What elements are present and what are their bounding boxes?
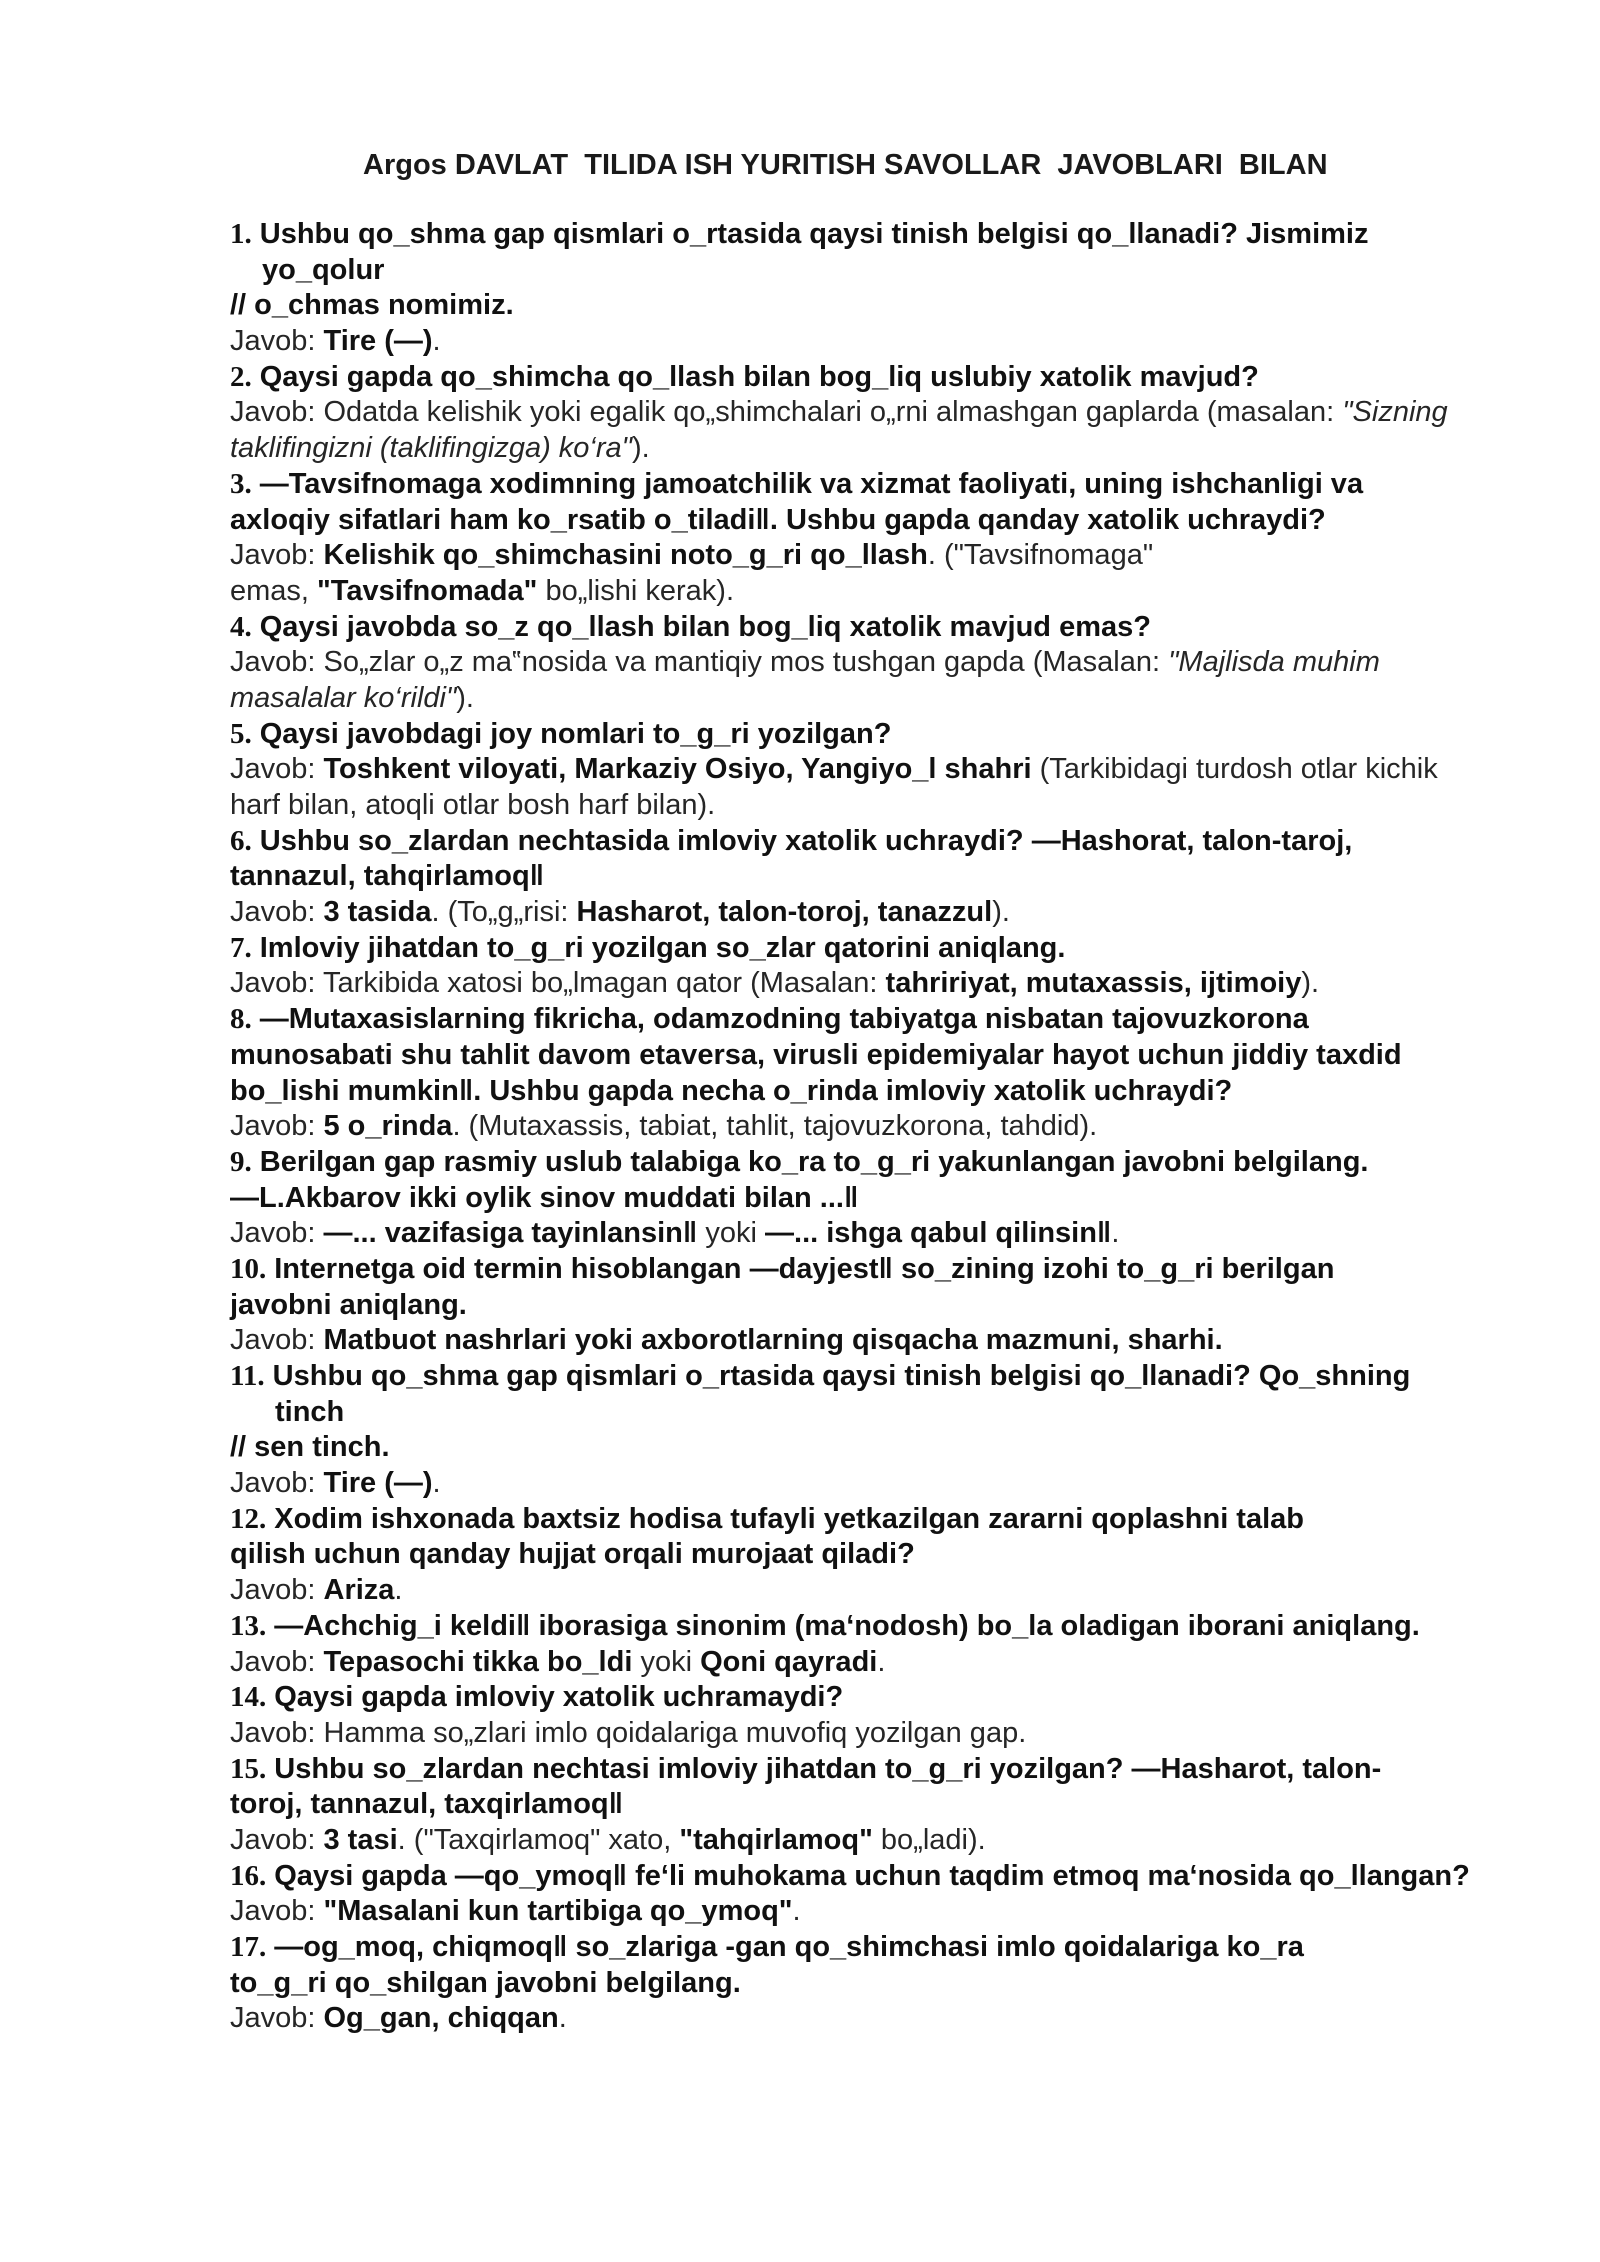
answer-plain-text: Javob: (230, 753, 324, 786)
answer-bold-text: —... vazifasiga tayinlansin‖ (323, 1217, 698, 1250)
answer-line (230, 395, 1560, 431)
answer-plain-text: Javob: (230, 1574, 324, 1607)
question-line (230, 1966, 1560, 2002)
question-bold-text: Ushbu so_zlardan nechtasida imloviy xatolik uchraydi? —Hashorat, talon-taroj, (259, 824, 1353, 857)
answer-line (230, 895, 1560, 931)
answer-bold-text: "tahqirlamoq" (679, 1823, 873, 1856)
answer-plain-text: Javob: (230, 1645, 324, 1678)
question-line (230, 1038, 1560, 1074)
question-bold-text: yo_qolur (262, 253, 385, 286)
answer-plain-text: . ("Tavsifnomaga" (927, 539, 1154, 572)
question-bold-text: Xodim ishxonada baxtsiz hodisa tufayli yetkazilgan zararni qoplashni talab (274, 1502, 1304, 1535)
question-bold-text: —L.Akbarov ikki oylik sinov muddati bilan ...‖ (230, 1181, 859, 1214)
question-block-6 (230, 824, 1560, 931)
answer-plain-text: ). (1301, 967, 1320, 1000)
answer-plain-text: Javob: (230, 1217, 324, 1250)
answer-bold-text: Tepasochi tikka bo_ldi (323, 1645, 633, 1678)
answer-italic-example-text: "Majlisda muhim (1168, 646, 1380, 679)
question-number: 12. (230, 1502, 267, 1535)
answer-plain-text: Javob: Tarkibida xatosi bo„lmagan qator (Masalan: (230, 967, 886, 1000)
question-line (230, 1252, 1560, 1288)
answer-line (230, 1645, 1560, 1681)
question-bold-text: —Achchig_i keldi‖ iborasiga sinonim (ma‘nodosh) bo_la oladigan iborani aniqlang. (274, 1609, 1420, 1642)
question-block-1 (230, 217, 1560, 360)
answer-plain-text: . (432, 1467, 441, 1500)
question-bold-text: Qaysi javobda so_z qo_llash bilan bog_liq xatolik mavjud emas? (259, 610, 1151, 643)
question-bold-text: // sen tinch. (230, 1431, 390, 1464)
answer-bold-text: Tire (—) (323, 1467, 433, 1500)
question-line (230, 1074, 1560, 1110)
question-bold-text: Ushbu qo_shma gap qismlari o_rtasida qaysi tinish belgisi qo_llanadi? Jismimiz (259, 218, 1369, 250)
question-bold-text: Qaysi javobdagi joy nomlari to_g_ri yozilgan? (259, 717, 892, 750)
answer-plain-text: Javob: (230, 1823, 324, 1856)
question-number: 1. (230, 218, 252, 250)
question-number: 13. (230, 1609, 267, 1642)
question-bold-text: Ushbu qo_shma gap qismlari o_rtasida qaysi tinish belgisi qo_llanadi? Qo_shning (272, 1360, 1411, 1392)
question-number: 8. (230, 1003, 252, 1036)
answer-plain-text: Javob: Hamma so„zlari imlo qoidalariga muvofiq yozilgan gap. (230, 1716, 1027, 1749)
answer-bold-text: —... ishga qabul qilinsin‖ (765, 1217, 1112, 1250)
question-bold-text: —Tavsifnomaga xodimning jamoatchilik va xizmat faoliyati, uning ishchanligi va (259, 467, 1364, 500)
question-bold-text: Qaysi gapda —qo_ymoq‖ fe‘li muhokama uchun taqdim etmoq ma‘nosida qo_llangan? (274, 1859, 1470, 1892)
question-bold-text: Berilgan gap rasmiy uslub talabiga ko_ra to_g_ri yakunlangan javobni belgilang. (259, 1145, 1369, 1178)
question-block-2 (230, 360, 1560, 467)
answer-bold-text: 3 tasida (323, 896, 432, 929)
question-number: 10. (230, 1252, 267, 1285)
answer-italic-example-text: masalalar ko‘rildi" (230, 681, 457, 714)
answer-plain-text: Javob: (230, 1895, 324, 1928)
answer-plain-text: bo„lishi kerak). (537, 574, 735, 607)
answer-line (230, 538, 1560, 574)
question-bold-text: tannazul, tahqirlamoq‖ (230, 860, 545, 893)
answer-line (230, 1216, 1560, 1252)
question-number: 17. (230, 1931, 267, 1963)
answer-plain-text: . (792, 1895, 801, 1928)
answer-italic-example-text: "Sizning (1342, 396, 1448, 429)
answer-line (230, 752, 1560, 788)
question-block-4 (230, 610, 1560, 717)
answer-line (230, 681, 1560, 717)
question-bold-text: —og_moq, chiqmoq‖ so_zlariga -gan qo_shimchasi imlo qoidalariga ko_ra (274, 1931, 1304, 1963)
question-bold-text: Imloviy jihatdan to_g_ri yozilgan so_zlar qatorini aniqlang. (259, 931, 1066, 964)
question-line (230, 1430, 1560, 1466)
question-bold-text: qilish uchun qanday hujjat orqali murojaat qiladi? (230, 1538, 915, 1571)
question-number: 4. (230, 610, 252, 643)
answer-plain-text: bo„ladi). (872, 1823, 986, 1856)
answer-bold-text: Qoni qayradi (700, 1645, 878, 1678)
answer-plain-text: Javob: (230, 539, 324, 572)
answer-plain-text: . (To„g„risi: (431, 896, 577, 929)
answer-plain-text: (Tarkibidagi turdosh otlar kichik (1031, 753, 1438, 786)
answer-line (230, 1716, 1560, 1752)
answer-line (230, 324, 1560, 360)
answer-line (230, 431, 1560, 467)
answer-bold-text: Kelishik qo_shimchasini noto_g_ri qo_llash (323, 539, 928, 572)
question-line (230, 467, 1560, 503)
question-bold-text: axloqiy sifatlari ham ko_rsatib o_tiladi‖. Ushbu gapda qanday xatolik uchraydi? (230, 503, 1326, 536)
answer-bold-text: Ariza (323, 1574, 395, 1607)
answer-plain-text: . (432, 325, 441, 358)
question-bold-text: —Mutaxasislarning fikricha, odamzodning tabiyatga nisbatan tajovuzkorona (259, 1003, 1309, 1036)
question-block-17 (230, 1930, 1560, 2037)
answer-plain-text: Javob: (230, 1110, 324, 1143)
answer-plain-text: Javob: (230, 1324, 324, 1357)
answer-plain-text: . (877, 1645, 886, 1678)
question-block-12 (230, 1502, 1560, 1609)
question-number: 3. (230, 467, 252, 500)
question-bold-text: Qaysi gapda imloviy xatolik uchramaydi? (274, 1681, 844, 1714)
question-number: 6. (230, 824, 252, 857)
question-line (230, 1395, 1560, 1431)
answer-bold-text: Tire (—) (323, 325, 433, 358)
question-line (230, 1752, 1560, 1788)
question-list (230, 217, 1560, 2037)
question-block-8 (230, 1002, 1560, 1145)
answer-plain-text: Javob: So„zlar o„z ma‟nosida va mantiqiy mos tushgan gapda (Masalan: (230, 646, 1169, 679)
question-line (230, 859, 1560, 895)
answer-bold-text: 5 o_rinda (323, 1110, 453, 1143)
question-line (230, 360, 1560, 396)
question-number: 2. (230, 360, 252, 393)
answer-line (230, 645, 1560, 681)
answer-bold-text: tahririyat, mutaxassis, ijtimoiy (885, 967, 1302, 1000)
question-block-3 (230, 467, 1560, 610)
question-bold-text: javobni aniqlang. (230, 1288, 467, 1321)
question-bold-text: munosabati shu tahlit davom etaversa, virusli epidemiyalar hayot uchun jiddiy taxdid (230, 1038, 1402, 1071)
answer-line (230, 1573, 1560, 1609)
question-line (230, 1787, 1560, 1823)
question-line (230, 1359, 1560, 1395)
question-number: 5. (230, 717, 252, 750)
question-line (230, 1609, 1560, 1645)
question-line (230, 503, 1560, 539)
answer-plain-text: . (558, 2002, 567, 2035)
question-bold-text: bo_lishi mumkin‖. Ushbu gapda necha o_rinda imloviy xatolik uchraydi? (230, 1074, 1233, 1107)
question-block-10 (230, 1252, 1560, 1359)
question-bold-text: Qaysi gapda qo_shimcha qo_llash bilan bog_liq uslubiy xatolik mavjud? (259, 360, 1259, 393)
answer-line (230, 1894, 1560, 1930)
answer-plain-text: Javob: Odatda kelishik yoki egalik qo„shimchalari o„rni almashgan gaplarda (masalan: (230, 396, 1343, 429)
question-block-11 (230, 1359, 1560, 1502)
question-number: 7. (230, 931, 252, 964)
question-block-13 (230, 1609, 1560, 1680)
answer-line (230, 1109, 1560, 1145)
question-number: 16. (230, 1859, 267, 1892)
answer-plain-text: . (1111, 1217, 1120, 1250)
answer-plain-text: emas, (230, 574, 318, 607)
answer-plain-text: harf bilan, atoqli otlar bosh harf bilan). (230, 789, 716, 821)
answer-line (230, 1466, 1560, 1502)
answer-bold-text: Hasharot, talon-toroj, tanazzul (576, 896, 993, 929)
answer-line (230, 1323, 1560, 1359)
answer-plain-text: Javob: (230, 325, 324, 358)
answer-plain-text: Javob: (230, 1467, 324, 1500)
question-line (230, 288, 1560, 324)
question-block-16 (230, 1859, 1560, 1930)
question-bold-text: tinch (275, 1395, 345, 1428)
answer-bold-text: Toshkent viloyati, Markaziy Osiyo, Yangiyo_l shahri (323, 753, 1032, 786)
question-line (230, 1002, 1560, 1038)
answer-line (230, 2001, 1560, 2037)
question-block-14 (230, 1680, 1560, 1751)
answer-plain-text: Javob: (230, 896, 324, 929)
answer-italic-example-text: taklifingizni (taklifingizga) ko‘ra" (230, 432, 632, 465)
answer-line (230, 1823, 1560, 1859)
question-line (230, 1145, 1560, 1181)
answer-bold-text: Matbuot nashrlari yoki axborotlarning qisqacha mazmuni, sharhi. (323, 1324, 1223, 1357)
question-bold-text: Internetga oid termin hisoblangan —dayjest‖ so_zining izohi to_g_ri berilgan (274, 1252, 1335, 1285)
answer-plain-text: ). (631, 432, 650, 465)
question-line (230, 931, 1560, 967)
question-line (230, 253, 1560, 289)
question-line (230, 824, 1560, 860)
question-line (230, 1537, 1560, 1573)
answer-line (230, 574, 1560, 610)
answer-plain-text: . (394, 1574, 403, 1607)
question-line (230, 1930, 1560, 1966)
answer-bold-text: Og_gan, chiqqan (323, 2002, 559, 2035)
question-line (230, 610, 1560, 646)
question-number: 11. (230, 1360, 265, 1392)
question-bold-text: toroj, tannazul, taxqirlamoq‖ (230, 1788, 624, 1821)
question-line (230, 1181, 1560, 1217)
question-block-15 (230, 1752, 1560, 1859)
answer-bold-text: "Tavsifnomada" (317, 574, 538, 607)
document-title: Argos DAVLAT TILIDA ISH YURITISH SAVOLLAR JAVOBLARI BILAN (363, 149, 1328, 181)
question-block-9 (230, 1145, 1560, 1252)
question-line (230, 717, 1560, 753)
answer-plain-text: Javob: (230, 2002, 324, 2035)
answer-plain-text: . ("Taxqirlamoq" xato, (397, 1823, 680, 1856)
question-block-7 (230, 931, 1560, 1002)
answer-bold-text: 3 tasi (323, 1823, 398, 1856)
answer-bold-text: "Masalani kun tartibiga qo_ymoq" (323, 1895, 793, 1928)
question-bold-text: Ushbu so_zlardan nechtasi imloviy jihatdan to_g_ri yozilgan? —Hasharot, talon- (274, 1752, 1382, 1785)
question-bold-text: to_g_ri qo_shilgan javobni belgilang. (230, 1966, 741, 1999)
question-number: 15. (230, 1752, 267, 1785)
answer-plain-text: yoki (697, 1217, 766, 1250)
answer-plain-text: ). (456, 681, 474, 714)
answer-plain-text: ). (992, 896, 1010, 929)
question-line (230, 1859, 1560, 1895)
answer-line (230, 966, 1560, 1002)
question-line (230, 1288, 1560, 1324)
answer-plain-text: yoki (632, 1645, 701, 1678)
question-number: 9. (230, 1145, 252, 1178)
question-bold-text: // o_chmas nomimiz. (230, 289, 514, 322)
question-line (230, 1680, 1560, 1716)
question-line (230, 1502, 1560, 1538)
answer-line (230, 788, 1560, 824)
question-number: 14. (230, 1681, 267, 1714)
answer-plain-text: . (Mutaxassis, tabiat, tahlit, tajovuzkorona, tahdid). (452, 1110, 1098, 1143)
question-block-5 (230, 717, 1560, 824)
question-line (230, 217, 1560, 253)
